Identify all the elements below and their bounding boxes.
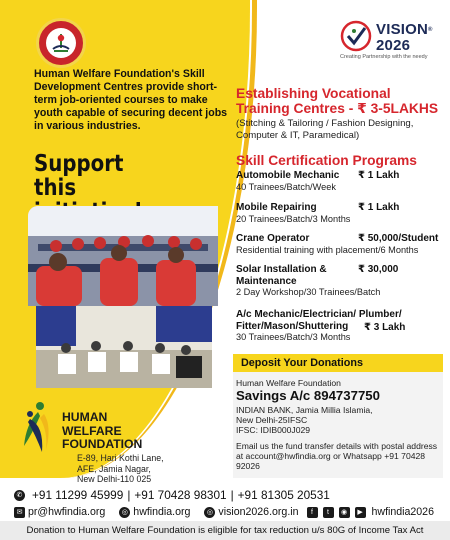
foundation-name bbox=[62, 411, 142, 452]
deposit-ifsc: IFSC: IDIB000J029 bbox=[236, 425, 311, 435]
program-row bbox=[236, 233, 446, 256]
program-name: Crane Operator bbox=[236, 233, 310, 244]
program-name: Mobile Repairing bbox=[236, 202, 317, 213]
phone-number[interactable]: +91 81305 20531 bbox=[237, 488, 330, 502]
hwf-people-logo-icon bbox=[18, 400, 54, 456]
establishing-description: (Stitching & Tailoring / Fashion Designing, Computer & IT, Paramedical) bbox=[236, 118, 414, 141]
tax-note-bar: Donation to Human Welfare Foundation is eligible for tax reduction u/s 80G of Income Tax Act bbox=[0, 521, 450, 540]
social-handle[interactable]: hwfindia2026 bbox=[371, 506, 434, 518]
separator: | bbox=[127, 488, 131, 502]
foundation-name-line2: WELFARE bbox=[62, 423, 122, 438]
program-detail: 30 Trainees/Batch/3 Months bbox=[236, 332, 351, 342]
deposit-bank: INDIAN BANK, Jamia Millia Islamia, bbox=[236, 405, 373, 415]
program-detail: Residential training with placement/6 Months bbox=[236, 244, 419, 255]
social-icons bbox=[307, 507, 369, 518]
program-price: ₹ 1 Lakh bbox=[358, 170, 400, 181]
program-detail: 20 Trainees/Batch/3 Months bbox=[236, 213, 351, 224]
phone-number[interactable]: +91 11299 45999 bbox=[32, 488, 124, 502]
program-name: Solar Installation & Maintenance bbox=[236, 264, 327, 287]
separator: | bbox=[230, 488, 234, 502]
program-row bbox=[236, 170, 446, 193]
skill-programs-heading: Skill Certification Programs bbox=[236, 153, 417, 168]
program-name: Automobile Mechanic bbox=[236, 170, 340, 181]
phone-icon: ✆ bbox=[14, 490, 25, 501]
address-line: New Delhi-110 025 bbox=[77, 474, 152, 484]
deposit-org: Human Welfare Foundation bbox=[236, 378, 341, 388]
footer-contacts bbox=[14, 506, 434, 518]
youtube-icon[interactable]: ▶ bbox=[355, 507, 366, 518]
program-detail: 40 Trainees/Batch/Week bbox=[236, 181, 336, 192]
deposit-email-note: Email us the fund transfer details with postal address at account@hwfindia.org or Whatsapp +91 70428 92026 bbox=[236, 441, 438, 472]
globe-icon: ◎ bbox=[204, 507, 215, 518]
hwf-seal-logo bbox=[36, 18, 86, 68]
program-row bbox=[236, 309, 446, 343]
footer-phones bbox=[14, 488, 330, 502]
vision-registered: ® bbox=[428, 27, 433, 33]
program-name: A/c Mechanic/Electrician/ Plumber/ Fitter/Mason/Shuttering bbox=[236, 309, 402, 332]
deposit-title: Deposit Your Donations bbox=[233, 354, 443, 372]
vision-title-line1: VISION bbox=[376, 21, 429, 38]
program-row bbox=[236, 264, 446, 298]
support-heading: Support this bbox=[34, 151, 124, 201]
deposit-branch: New Delhi-25IFSC bbox=[236, 415, 308, 425]
program-price: ₹ 50,000/Student bbox=[358, 233, 439, 244]
twitter-icon[interactable]: t bbox=[323, 507, 334, 518]
trainees-lab-photo bbox=[36, 306, 212, 388]
vision-title-line2: 2026 bbox=[376, 37, 411, 54]
program-price: ₹ 30,000 bbox=[358, 264, 399, 275]
foundation-name-line1: HUMAN bbox=[62, 410, 108, 424]
foundation-name-line3: FOUNDATION bbox=[62, 437, 143, 451]
email-link[interactable]: pr@hwfindia.org bbox=[28, 506, 106, 518]
instagram-icon[interactable]: ◉ bbox=[339, 507, 350, 518]
globe-icon: ◎ bbox=[119, 507, 130, 518]
address-line: AFE, Jamia Nagar, bbox=[77, 463, 151, 474]
establishing-title-line1: Establishing Vocational bbox=[236, 86, 391, 101]
email-icon: ✉ bbox=[14, 507, 25, 518]
vision-check-icon bbox=[340, 20, 372, 52]
website-link[interactable]: hwfindia.org bbox=[133, 506, 191, 518]
facebook-icon[interactable]: f bbox=[307, 507, 318, 518]
establishing-heading bbox=[236, 86, 444, 116]
program-price: ₹ 3 Lakh bbox=[364, 322, 406, 333]
trainees-classroom-photo bbox=[28, 206, 218, 306]
address-line: E-89, Hari Kothi Lane, bbox=[77, 453, 164, 463]
establishing-cost-range: ₹ 3-5LAKHS bbox=[357, 101, 439, 116]
seal-emblem-icon bbox=[49, 31, 73, 55]
establishing-title-line2: Training Centres - bbox=[236, 101, 354, 116]
website-link[interactable]: vision2026.org.in bbox=[218, 506, 299, 518]
program-row bbox=[236, 202, 446, 225]
intro-text: Human Welfare Foundation's Skill Development Centres provide short-term job-oriented courses to make youth capable of securing decent jobs in various industries. bbox=[34, 68, 228, 132]
phone-number[interactable]: +91 70428 98301 bbox=[134, 488, 227, 502]
vision-tagline: Creating Partnership with the needy bbox=[340, 54, 428, 60]
program-detail: 2 Day Workshop/30 Trainees/Batch bbox=[236, 287, 381, 297]
program-price: ₹ 1 Lakh bbox=[358, 202, 400, 213]
vision-2026-logo bbox=[340, 20, 440, 66]
foundation-address bbox=[77, 453, 164, 485]
deposit-account: Savings A/c 894737750 bbox=[236, 388, 380, 403]
